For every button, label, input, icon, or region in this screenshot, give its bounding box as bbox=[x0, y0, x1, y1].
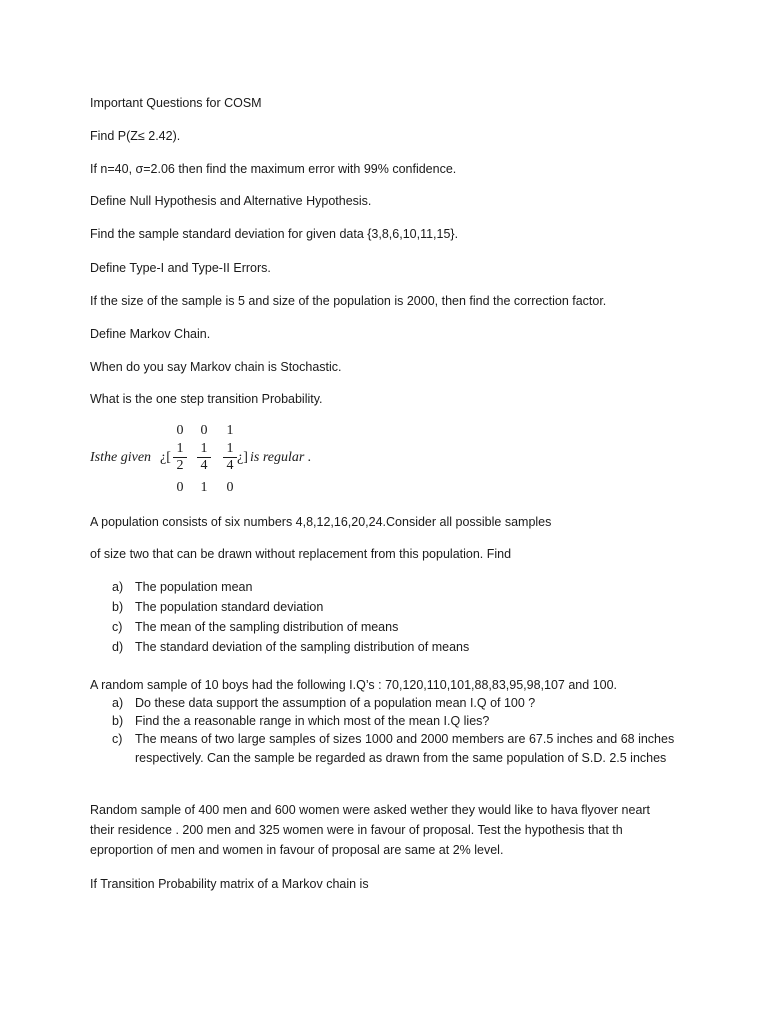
matrix-bracket-open: ¿[ bbox=[160, 450, 171, 465]
matrix-r2c3-den: 4 bbox=[226, 458, 234, 473]
document-title: Important Questions for COSM bbox=[90, 96, 262, 110]
flyover-line-3: eproportion of men and women in favour of proposal are same at 2% level. bbox=[90, 843, 504, 857]
population-line-2: of size two that can be drawn without replacement from this population. Find bbox=[90, 547, 512, 561]
list-item: d) The standard deviation of the sampling distribution of means bbox=[112, 640, 470, 654]
matrix-r2c2-den: 4 bbox=[200, 458, 208, 473]
matrix-r3c3: 0 bbox=[226, 480, 234, 495]
matrix-r2c1 bbox=[173, 442, 187, 473]
list-item: a) The population mean bbox=[112, 580, 253, 594]
matrix-r3c1: 0 bbox=[176, 480, 184, 495]
matrix-prefix: Isthe given bbox=[90, 450, 152, 465]
matrix-r1c2: 0 bbox=[200, 423, 208, 438]
population-list bbox=[112, 577, 469, 657]
list-item: a) Do these data support the assumption of a population mean I.Q of 100 ? bbox=[112, 696, 536, 710]
iq-list bbox=[112, 694, 681, 768]
matrix-r1c3: 1 bbox=[226, 423, 234, 438]
matrix-r3c2: 1 bbox=[200, 480, 208, 495]
list-item: c) The means of two large samples of sizes 1000 and 2000 members are 67.5 inches and 68 inches respectively. Can the sample be regarded as drawn from the same population of S.D. 2.5 inches bbox=[112, 732, 675, 765]
question-8: When do you say Markov chain is Stochastic. bbox=[90, 360, 342, 374]
question-7: Define Markov Chain. bbox=[90, 327, 211, 341]
flyover-line-2: their residence . 200 men and 325 women were in favour of proposal. Test the hypothesis that th bbox=[90, 823, 623, 837]
matrix-r2c2-num: 1 bbox=[200, 441, 208, 456]
iq-intro: A random sample of 10 boys had the following I.Q’s : 70,120,110,101,88,83,95,98,107 and 100. bbox=[90, 678, 618, 692]
list-item: b) Find the a reasonable range in which most of the mean I.Q lies? bbox=[112, 714, 490, 728]
question-1: Find P(Z≤ 2.42). bbox=[90, 129, 181, 143]
matrix-r2c1-den: 2 bbox=[176, 458, 184, 473]
question-3: Define Null Hypothesis and Alternative Hypothesis. bbox=[90, 194, 372, 208]
matrix-r1c1: 0 bbox=[176, 423, 184, 438]
matrix-bracket-close: ¿] bbox=[237, 450, 248, 465]
matrix-r2c3 bbox=[223, 442, 237, 473]
question-5: Define Type-I and Type-II Errors. bbox=[90, 261, 271, 275]
matrix-r2c1-num: 1 bbox=[176, 441, 184, 456]
question-9: What is the one step transition Probability. bbox=[90, 392, 323, 406]
question-4: Find the sample standard deviation for given data {3,8,6,10,11,15}. bbox=[90, 227, 459, 241]
matrix-r2c2 bbox=[197, 442, 211, 473]
population-line-1: A population consists of six numbers 4,8,12,16,20,24.Consider all possible samples bbox=[90, 515, 552, 529]
flyover-line-1: Random sample of 400 men and 600 women were asked wether they would like to hava flyover neart bbox=[90, 803, 651, 817]
question-6: If the size of the sample is 5 and size of the population is 2000, then find the correction factor. bbox=[90, 294, 607, 308]
question-2: If n=40, σ=2.06 then find the maximum error with 99% confidence. bbox=[90, 162, 457, 176]
transition-matrix-question: If Transition Probability matrix of a Markov chain is bbox=[90, 877, 369, 891]
matrix-r2c3-num: 1 bbox=[226, 441, 234, 456]
list-item: b) The population standard deviation bbox=[112, 600, 324, 614]
matrix-suffix: is regular . bbox=[250, 450, 312, 465]
list-item: c) The mean of the sampling distribution of means bbox=[112, 620, 399, 634]
